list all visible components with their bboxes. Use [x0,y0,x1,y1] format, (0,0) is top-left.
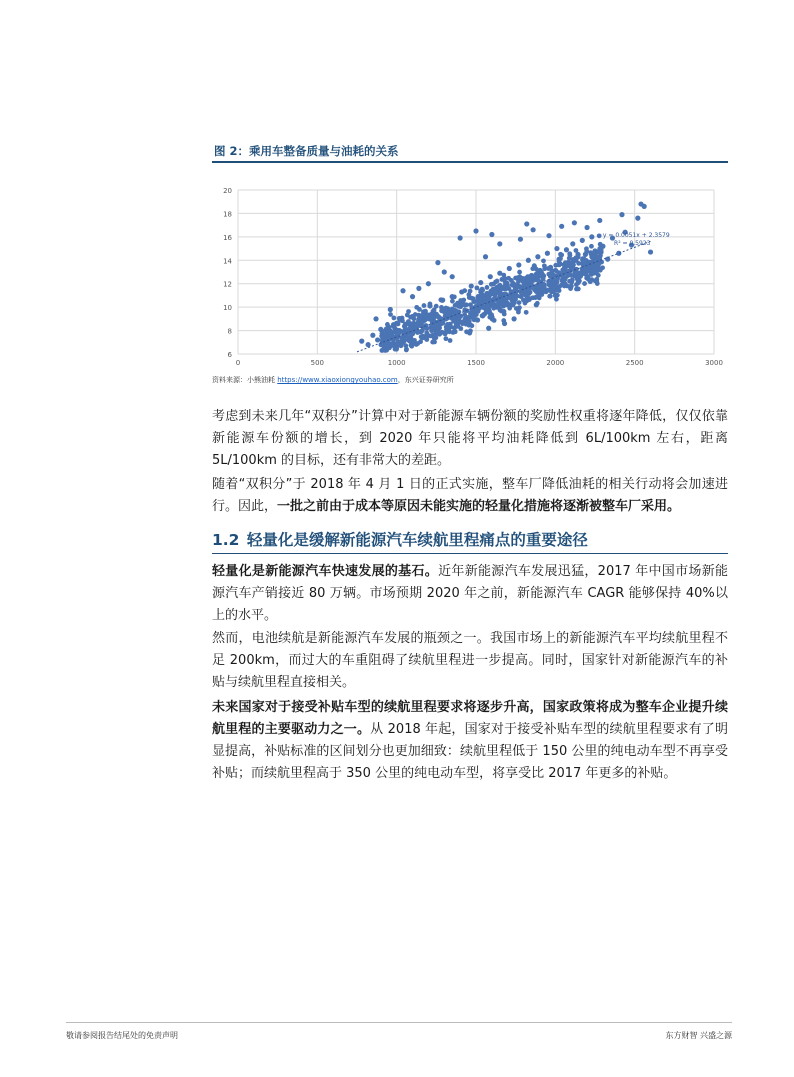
scatter-point [464,322,469,327]
scatter-point [555,293,560,298]
scatter-point [481,313,486,318]
scatter-point [548,294,553,299]
scatter-point [453,303,458,308]
paragraph-5 [212,697,728,785]
scatter-point [388,312,393,317]
y-tick-label: 12 [223,280,232,289]
scatter-point [568,286,573,291]
scatter-point [391,322,396,327]
scatter-point [523,301,528,306]
scatter-point [574,282,579,287]
scatter-point [404,332,409,337]
scatter-point [518,294,523,299]
scatter-point [547,282,552,287]
scatter-point [638,201,643,206]
scatter-point [462,288,467,293]
section-number: 1.2 [212,531,240,549]
scatter-point [450,274,455,279]
scatter-point [554,246,559,251]
scatter-point [546,266,551,271]
paragraph-2-text: 随着“双积分”于 2018 年 4 月 1 日的正式实施，整车厂降低油耗的相关行动将会加速进行。因此， [212,477,728,514]
scatter-point [433,320,438,325]
scatter-point [391,316,396,321]
scatter-point [584,225,589,230]
scatter-point [568,253,573,258]
scatter-point [554,284,559,289]
x-tick-label: 500 [310,359,325,367]
scatter-point [553,263,558,268]
scatter-point [464,302,469,307]
scatter-point [584,246,589,251]
scatter-point [456,324,461,329]
figure-title [214,143,728,159]
y-tick-label: 10 [223,304,232,313]
scatter-point [619,212,624,217]
scatter-point [516,262,521,267]
scatter-point [428,314,433,319]
paragraph-1 [212,406,728,472]
scatter-point [384,348,389,353]
scatter-point [559,224,564,229]
scatter-point [410,331,415,336]
source-link[interactable]: https://www.xiaoxiongyouhao.com [277,376,398,384]
paragraph-3 [212,561,728,627]
scatter-point [570,257,575,262]
scatter-point [497,241,502,246]
section-rule [212,553,728,554]
scatter-point [483,254,488,259]
scatter-point [582,281,587,286]
scatter-point [514,283,519,288]
scatter-point [511,316,516,321]
scatter-point [397,342,402,347]
figure-title-rule [212,161,728,163]
scatter-point [541,258,546,263]
scatter-point [648,249,653,254]
scatter-point [564,262,569,267]
scatter-point [504,302,509,307]
scatter-point [404,347,409,352]
scatter-point [445,322,450,327]
scatter-point [588,250,593,255]
scatter-point [576,287,581,292]
scatter-point [524,310,529,315]
paragraph-4 [212,628,728,694]
scatter-point [375,337,380,342]
source-prefix: 资料来源： [212,376,247,384]
scatter-point [473,228,478,233]
scatter-point [570,241,575,246]
scatter-point [437,325,442,330]
scatter-point [503,280,508,285]
scatter-point [562,277,567,282]
scatter-chart-svg [212,168,728,374]
scatter-point [536,274,541,279]
scatter-point [359,339,364,344]
scatter-point [593,267,598,272]
x-tick-label: 0 [235,359,241,367]
paragraph-2-emphasis: 一批之前由于成本等原因未能实施的轻量化措施将逐渐被整车厂采用。 [277,499,681,514]
paragraph-4-text: 然而，电池续航是新能源汽车发展的瓶颈之一。我国市场上的新能源汽车平均续航里程不足 200km，而过大的车重阻碍了续航里程进一步提高。同时，国家针对新能源汽车的补贴与续航里程直接相关。 [212,631,728,690]
footer-disclaimer: 敬请参阅报告结尾处的免责声明 [66,1031,178,1040]
scatter-point [576,252,581,257]
scatter-point [485,309,490,314]
scatter-point [498,284,503,289]
scatter-point [565,273,570,278]
scatter-point [406,337,411,342]
figure-source [212,375,728,385]
scatter-point [501,318,506,323]
scatter-point [415,324,420,329]
scatter-point [432,340,437,345]
x-tick-labels [236,359,723,367]
trendline-r-squared: R² = 0.5923 [614,240,651,248]
scatter-point [419,320,424,325]
scatter-point [469,323,474,328]
scatter-point [458,304,463,309]
footer-slogan: 东方财智 兴盛之源 [665,1031,732,1040]
scatter-point [401,340,406,345]
scatter-point [516,310,521,315]
scatter-point [400,288,405,293]
scatter-point [418,339,423,344]
scatter-point [452,294,457,299]
scatter-point [535,301,540,306]
scatter-point [554,297,559,302]
scatter-point [616,251,621,256]
scatter-point [574,271,579,276]
scatter-point [410,294,415,299]
scatter-point [507,266,512,271]
paragraph-1-text: 考虑到未来几年“双积分”计算中对于新能源车辆份额的奖励性权重将逐年降低，仅仅依靠新能源车份额的增长，到 2020 年只能将平均油耗降低到 6L/100km 左右，距离 5L/100km 的目标，还有非常大的差距。 [212,409,728,468]
scatter-point [580,238,585,243]
scatter-point [498,307,503,312]
scatter-point [477,294,482,299]
scatter-point [554,278,559,283]
scatter-point [416,286,421,291]
figure-label: 图 2：乘用车整备质量与油耗的关系 [214,144,399,158]
scatter-point [419,334,424,339]
y-tick-label: 6 [227,351,232,359]
scatter-point [373,316,378,321]
scatter-point [491,282,496,287]
scatter-point [443,330,448,335]
scatter-point [453,329,458,334]
scatter-point [461,298,466,303]
scatter-point [593,278,598,283]
scatter-point [366,342,371,347]
scatter-point [518,237,523,242]
scatter-point [564,247,569,252]
scatter-point [417,307,422,312]
scatter-point [598,242,603,247]
x-tick-label: 3000 [705,359,723,367]
scatter-point [469,296,474,301]
scatter-point [478,280,483,285]
scatter-point [384,327,389,332]
scatter-point [589,234,594,239]
scatter-point [569,280,574,285]
scatter-point [432,308,437,313]
scatter-point [464,329,469,334]
scatter-point [574,248,579,253]
scatter-point [443,336,448,341]
scatter-point [428,302,433,307]
scatter-point [559,253,564,258]
scatter-point [524,221,529,226]
x-tick-label: 1500 [467,359,485,367]
x-tick-label: 1000 [387,359,406,367]
paragraph-2 [212,474,728,518]
scatter-point [531,227,536,232]
source-name: 小熊油耗 [247,376,275,384]
scatter-point [441,307,446,312]
scatter-point [485,285,490,290]
scatter-point [406,309,411,314]
scatter-point [547,288,552,293]
scatter-point [492,304,497,309]
scatter-point [458,235,463,240]
paragraph-5-text: 从 2018 年起，国家对于接受补贴车型的续航里程要求有了明显提高，补贴标准的区间划分也更加细致：续航里程低于 150 公里的纯电动车型不再享受补贴；而续航里程高于 350 公里的纯电动车型，将享受比 2017 年更多的补贴。 [212,722,728,781]
scatter-point [370,333,375,338]
scatter-point [546,233,551,238]
scatter-point [589,272,594,277]
scatter-point [589,244,594,249]
scatter-point [517,300,522,305]
scatter-point [530,266,535,271]
scatter-point [517,270,522,275]
y-tick-label: 14 [223,257,232,266]
scatter-point [410,321,415,326]
scatter-point [559,282,564,287]
scatter-point [478,288,483,293]
scatter-point [436,315,441,320]
scatter-point [635,216,640,221]
footer-rule [66,1022,732,1023]
scatter-point [473,312,478,317]
scatter-chart [212,168,728,374]
scatter-point [390,342,395,347]
scatter-point [450,299,455,304]
scatter-point [597,233,602,238]
scatter-point [400,318,405,323]
scatter-point [526,258,531,263]
y-tick-label: 20 [223,187,232,195]
scatter-point [542,285,547,290]
scatter-point [540,272,545,277]
scatter-point [411,316,416,321]
scatter-point [486,326,491,331]
scatter-point [556,257,561,262]
scatter-point [435,260,440,265]
scatter-point [525,293,530,298]
paragraph-3-text: 近年新能源汽车发展迅猛，2017 年中国市场新能源汽车产销接近 80 万辆。市场预期 2020 年之前，新能源汽车 CAGR 能够保持 40%以上的水平。 [212,564,728,623]
trendline-equation: y = 0.0051x + 2.3579 [602,231,670,239]
scatter-point [440,298,445,303]
scatter-point [474,285,479,290]
scatter-point [448,338,453,343]
scatter-point [534,289,539,294]
scatter-point [510,298,515,303]
section-title: 轻量化是缓解新能源汽车续航里程痛点的重要途径 [246,531,588,549]
scatter-point [582,257,587,262]
scatter-point [382,333,387,338]
x-tick-label: 2500 [625,359,644,367]
scatter-point [450,316,455,321]
scatter-point [545,251,550,256]
scatter-point [442,317,447,322]
y-tick-label: 16 [223,233,232,242]
y-tick-labels [223,187,232,359]
scatter-point [509,278,514,283]
scatter-point [493,291,498,296]
scatter-point [597,218,602,223]
scatter-point [515,275,520,280]
scatter-point [397,330,402,335]
x-tick-label: 2000 [546,359,565,367]
scatter-point [520,279,525,284]
scatter-point [572,220,577,225]
scatter-point [570,263,575,268]
scatter-point [388,307,393,312]
scatter-point [597,246,602,251]
scatter-point [502,312,507,317]
source-suffix: ，东兴证券研究所 [397,376,454,384]
scatter-point [531,276,536,281]
scatter-point [442,269,447,274]
section-heading [212,528,728,550]
scatter-point [535,254,540,259]
scatter-point [380,343,385,348]
paragraph-5-emphasis: 未来国家对于接受补贴车型的续航里程要求将逐步升高，国家政策将成为整车企业提升续航里程的主要驱动力之一。 [212,700,728,737]
scatter-point [489,290,494,295]
scatter-point [500,300,505,305]
y-tick-label: 18 [223,210,232,219]
chart-grid [238,190,714,354]
scatter-point [488,274,493,279]
scatter-point [424,337,429,342]
scatter-point [469,283,474,288]
scatter-point [468,289,473,294]
scatter-point [490,317,495,322]
scatter-point [413,312,418,317]
scatter-point [422,303,427,308]
scatter-point [426,281,431,286]
scatter-point [587,277,592,282]
y-tick-label: 8 [227,327,232,336]
paragraph-3-emphasis: 轻量化是新能源汽车快速发展的基石。 [212,564,439,579]
scatter-point [578,274,583,279]
scatter-point [432,333,437,338]
scatter-point [583,252,588,257]
scatter-point [489,232,494,237]
